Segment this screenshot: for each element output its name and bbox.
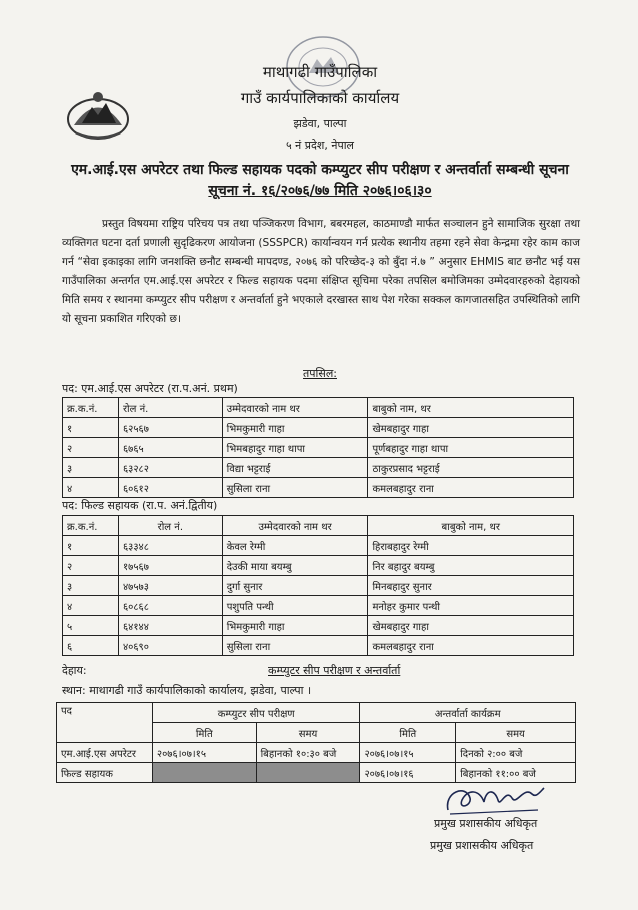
dehay-label: देहाय:: [62, 664, 87, 677]
column-header: अन्तर्वार्ता कार्यक्रम: [360, 703, 576, 723]
serial-cell: २: [63, 438, 119, 458]
serial-cell: १: [63, 536, 119, 556]
serial-cell: ४: [63, 596, 119, 616]
roll-cell: ६३३४८: [118, 536, 222, 556]
candidate-cell: पशुपति पन्थी: [222, 596, 368, 616]
roll-cell: ६७६५: [118, 438, 222, 458]
table-row: [57, 743, 576, 763]
candidate-cell: विद्या भट्टराई: [222, 458, 368, 478]
candidate-cell: दुर्गा सुनार: [222, 576, 368, 596]
serial-cell: ६: [63, 636, 119, 656]
father-cell: हिराबहादुर रेग्मी: [368, 536, 574, 556]
candidate-cell: देउकी माया बयम्बु: [222, 556, 368, 576]
roll-cell: १७५६७: [118, 556, 222, 576]
tapsil-heading: तपसिल:: [303, 367, 337, 380]
table-row: [63, 438, 574, 458]
column-header: क्र.क.नं.: [63, 398, 119, 418]
schedule-heading: कम्प्युटर सीप परीक्षण र अन्तर्वार्ता: [268, 664, 401, 677]
column-header: बाबुको नाम, थर: [368, 516, 574, 536]
candidate-cell: सुसिला राना: [222, 478, 368, 498]
post-cell: एम.आई.एस अपरेटर: [57, 743, 153, 763]
roll-cell: ४०६९०: [118, 636, 222, 656]
column-header: उम्मेदवारको नाम थर: [222, 516, 368, 536]
father-cell: खेमबहादुर गाहा: [368, 616, 574, 636]
candidate-cell: भिमकुमारी गाहा: [222, 616, 368, 636]
candidate-cell: भिमबहादुर गाहा थापा: [222, 438, 368, 458]
table-row: [63, 596, 574, 616]
father-cell: कमलबहादुर राना: [368, 478, 574, 498]
father-cell: ठाकुरप्रसाद भट्टराई: [368, 458, 574, 478]
schedule-table: [56, 702, 576, 783]
candidate-cell: भिमकुमारी गाहा: [222, 418, 368, 438]
roll-cell: ६२५६७: [118, 418, 222, 438]
column-header: कम्प्युटर सीप परीक्षण: [152, 703, 360, 723]
father-cell: पूर्णबहादुर गाहा थापा: [368, 438, 574, 458]
father-cell: खेमबहादुर गाहा: [368, 418, 574, 438]
notice-title: एम.आई.एस अपरेटर तथा फिल्ड सहायक पदको कम्प्युटर सीप परीक्षण र अन्तर्वार्ता सम्बन्धी सूचना: [71, 162, 569, 178]
table-row: [63, 576, 574, 596]
signature-icon: [440, 780, 550, 820]
nepal-emblem-icon: [62, 85, 134, 143]
municipality-name: माथागढी गाउँपालिका: [262, 63, 378, 81]
table-row: [63, 458, 574, 478]
father-cell: कमलबहादुर राना: [368, 636, 574, 656]
notice-number: सूचना नं. १६/२०७६/७७ मिति २०७६।०६।३०: [208, 183, 432, 199]
serial-cell: १: [63, 418, 119, 438]
roll-cell: ६०८६८: [118, 596, 222, 616]
time-cell: [256, 763, 360, 783]
venue-line: स्थान: माथागढी गाउँ कार्यपालिकाको कार्यालय, झडेवा, पाल्पा ।: [62, 684, 312, 697]
candidate-cell: केवल रेग्मी: [222, 536, 368, 556]
table-row: [63, 556, 574, 576]
province-line: ५ नं प्रदेश, नेपाल: [285, 139, 355, 152]
table-row: [63, 616, 574, 636]
serial-cell: २: [63, 556, 119, 576]
column-header: मिति: [152, 723, 256, 743]
roll-cell: ६४१४४: [118, 616, 222, 636]
serial-cell: ४: [63, 478, 119, 498]
column-header: उम्मेदवारको नाम थर: [222, 398, 368, 418]
field-assistant-table: [62, 515, 574, 656]
column-header: पद: [57, 703, 153, 743]
date-cell: २०७६।०७।१५: [152, 743, 256, 763]
table-row: [63, 418, 574, 438]
table2-caption: पद: फिल्ड सहायक (रा.प. अनं.द्वितीय): [62, 499, 218, 512]
post-cell: फिल्ड सहायक: [57, 763, 153, 783]
table-row: [63, 636, 574, 656]
column-header: समय: [456, 723, 576, 743]
father-cell: निर बहादुर बयम्बु: [368, 556, 574, 576]
table-header-row: [63, 398, 574, 418]
table-row: [63, 478, 574, 498]
schedule-header-row: [57, 703, 576, 723]
notice-body: [62, 215, 580, 329]
father-cell: मनोहर कुमार पन्थी: [368, 596, 574, 616]
column-header: समय: [256, 723, 360, 743]
time-cell: बिहानको ११:०० बजे: [456, 763, 576, 783]
serial-cell: ५: [63, 616, 119, 636]
date-cell: [152, 763, 256, 783]
table1-caption: पद: एम.आई.एस अपरेटर (रा.प.अनं. प्रथम): [62, 382, 238, 395]
date-cell: २०७६।०७।१५: [360, 743, 456, 763]
mis-operator-table: [62, 397, 574, 498]
office-location: झडेवा, पाल्पा: [293, 117, 347, 130]
table-row: [63, 536, 574, 556]
father-cell: मिनबहादुर सुनार: [368, 576, 574, 596]
serial-cell: ३: [63, 576, 119, 596]
roll-cell: ४७५७३: [118, 576, 222, 596]
column-header: रोल नं.: [118, 516, 222, 536]
column-header: बाबुको नाम, थर: [368, 398, 574, 418]
date-cell: २०७६।०७।१६: [360, 763, 456, 783]
office-name: गाउँ कार्यपालिकाको कार्यालय: [240, 89, 400, 107]
time-cell: बिहानको १०:३० बजे: [256, 743, 360, 763]
signatory-title-stamp: प्रमुख प्रशासकीय अधिकृत: [430, 839, 534, 852]
roll-cell: ६०६१२: [118, 478, 222, 498]
column-header: मिति: [360, 723, 456, 743]
candidate-cell: सुसिला राना: [222, 636, 368, 656]
table-header-row: [63, 516, 574, 536]
time-cell: दिनको २:०० बजे: [456, 743, 576, 763]
serial-cell: ३: [63, 458, 119, 478]
signatory-title: प्रमुख प्रशासकीय अधिकृत: [434, 817, 538, 830]
column-header: रोल नं.: [118, 398, 222, 418]
roll-cell: ६३२८२: [118, 458, 222, 478]
column-header: क्र.क.नं.: [63, 516, 119, 536]
notice-body-text: प्रस्तुत विषयमा राष्ट्रिय परिचय पत्र तथा पञ्जिकरण विभाग, बबरमहल, काठमाण्डौ मार्फत सञ्चालन हुने सामाजिक सुरक्षा तथा व्यक्तिगत घटना दर्ता प्रणाली सुदृढिकरण आयोजना (SSSPCR) कार्यान्वयन गर्न प्रत्येक स्थानीय तहमा रहने सेवा केन्द्रमा रहेर काम काज गर्न “सेवा इकाइका लागि जनशक्ति छनौट सम्बन्धी मापदण्ड, २०७६ को परिच्छेद-३ को बुँदा नं.७ ” अनुसार EHMIS बाट छनौट भई यस गाउँपालिका अन्तर्गत एम.आई.एस अपरेटर र फिल्ड सहायक पदमा संक्षिप्त सूचिमा परेका तपसिल बमोजिमका उम्मेदवारहरुको देहायको मिति समय र स्थानमा कम्प्युटर सीप परीक्षण र अन्तर्वार्ता हुने भएकाले दरखास्त साथ पेश गरेका सक्कल कागजातसहित उपस्थितिको लागि यो सूचना प्रकाशित गरिएको छ।: [62, 218, 580, 325]
